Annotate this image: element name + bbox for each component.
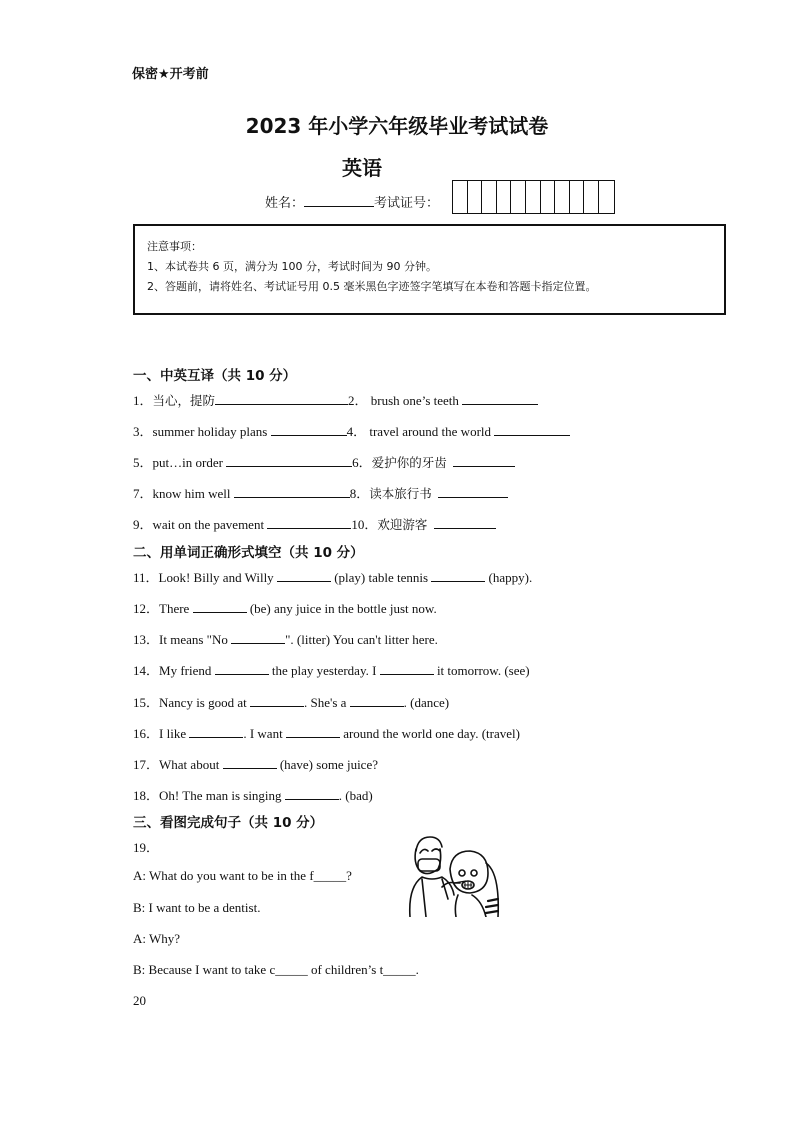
answer-blank[interactable] bbox=[277, 569, 331, 582]
question-20-number: 20 bbox=[133, 993, 146, 1008]
question-11: 11．Look! Billy and Willy (play) table tennis (happy). bbox=[133, 570, 533, 585]
question-row: 9．wait on the pavement 10．欢迎游客 bbox=[133, 514, 496, 533]
name-label: 姓名： bbox=[265, 196, 305, 211]
notice-line-1: 1、本试卷共 6 页，满分为 100 分，考试时间为 90 分钟。 bbox=[147, 260, 437, 273]
answer-blank[interactable] bbox=[215, 662, 269, 675]
question-19-number: 19． bbox=[133, 840, 160, 855]
question-14: 14．My friend the play yesterday. I it tomorrow. (see) bbox=[133, 663, 530, 678]
answer-blank[interactable] bbox=[267, 516, 351, 529]
notice-box bbox=[133, 224, 726, 315]
question-12: 12．There (be) any juice in the bottle just now. bbox=[133, 601, 437, 616]
answer-blank[interactable] bbox=[223, 756, 277, 769]
answer-blank[interactable] bbox=[380, 662, 434, 675]
dialogue-line-a1: A: What do you want to be in the f_____? bbox=[133, 868, 352, 883]
notice-line-2: 2、答题前，请将姓名、考试证号用 0.5 毫米黑色字迹签字笔填写在本卷和答题卡指定位置。 bbox=[147, 280, 597, 293]
dialogue-line-b2: B: Because I want to take c_____ of children’s t_____. bbox=[133, 962, 419, 977]
exam-title: 2023 年小学六年级毕业考试试卷 bbox=[245, 114, 549, 138]
answer-blank[interactable] bbox=[271, 423, 347, 436]
answer-blank[interactable] bbox=[350, 694, 404, 707]
question-15: 15．Nancy is good at . She's a . (dance) bbox=[133, 695, 450, 710]
question-row: 5．put…in order 6．爱护你的牙齿 bbox=[133, 452, 515, 471]
section-1-heading: 一、中英互译（共 10 分） bbox=[133, 368, 297, 384]
notice-heading: 注意事项： bbox=[147, 240, 202, 253]
name-field[interactable] bbox=[304, 193, 374, 207]
answer-blank[interactable] bbox=[286, 725, 340, 738]
subject-title: 英语 bbox=[342, 156, 382, 180]
question-16: 16．I like . I want around the world one day. (travel) bbox=[133, 726, 520, 741]
answer-blank[interactable] bbox=[438, 485, 508, 498]
dialogue-line-a2: A: Why? bbox=[133, 931, 181, 946]
question-18: 18．Oh! The man is singing . (bad) bbox=[133, 788, 373, 803]
exam-number-grid[interactable] bbox=[452, 180, 615, 214]
dialogue-line-b1: B: I want to be a dentist. bbox=[133, 900, 261, 915]
question-13: 13．It means "No ". (litter) You can't litter here. bbox=[133, 632, 438, 647]
question-row: 7．know him well 8．读本旅行书 bbox=[133, 483, 508, 502]
answer-blank[interactable] bbox=[231, 631, 285, 644]
question-row: 1．当心，提防 2． brush one’s teeth bbox=[133, 390, 538, 409]
answer-blank[interactable] bbox=[226, 454, 352, 467]
answer-blank[interactable] bbox=[453, 454, 515, 467]
question-17: 17．What about (have) some juice? bbox=[133, 757, 378, 772]
answer-blank[interactable] bbox=[250, 694, 304, 707]
confidential-label: 保密★开考前 bbox=[132, 67, 209, 82]
answer-blank[interactable] bbox=[215, 392, 348, 405]
name-row bbox=[265, 192, 439, 211]
exam-number-label: 考试证号： bbox=[374, 196, 440, 211]
answer-blank[interactable] bbox=[494, 423, 570, 436]
answer-blank[interactable] bbox=[189, 725, 243, 738]
answer-blank[interactable] bbox=[434, 516, 496, 529]
answer-blank[interactable] bbox=[234, 485, 350, 498]
answer-blank[interactable] bbox=[193, 600, 247, 613]
dentist-illustration bbox=[402, 829, 506, 917]
section-2-heading: 二、用单词正确形式填空（共 10 分） bbox=[133, 545, 364, 561]
answer-blank[interactable] bbox=[462, 392, 538, 405]
question-row: 3．summer holiday plans 4． travel around the world bbox=[133, 421, 570, 440]
answer-blank[interactable] bbox=[431, 569, 485, 582]
answer-blank[interactable] bbox=[285, 787, 339, 800]
section-3-heading: 三、看图完成句子（共 10 分） bbox=[133, 815, 324, 831]
